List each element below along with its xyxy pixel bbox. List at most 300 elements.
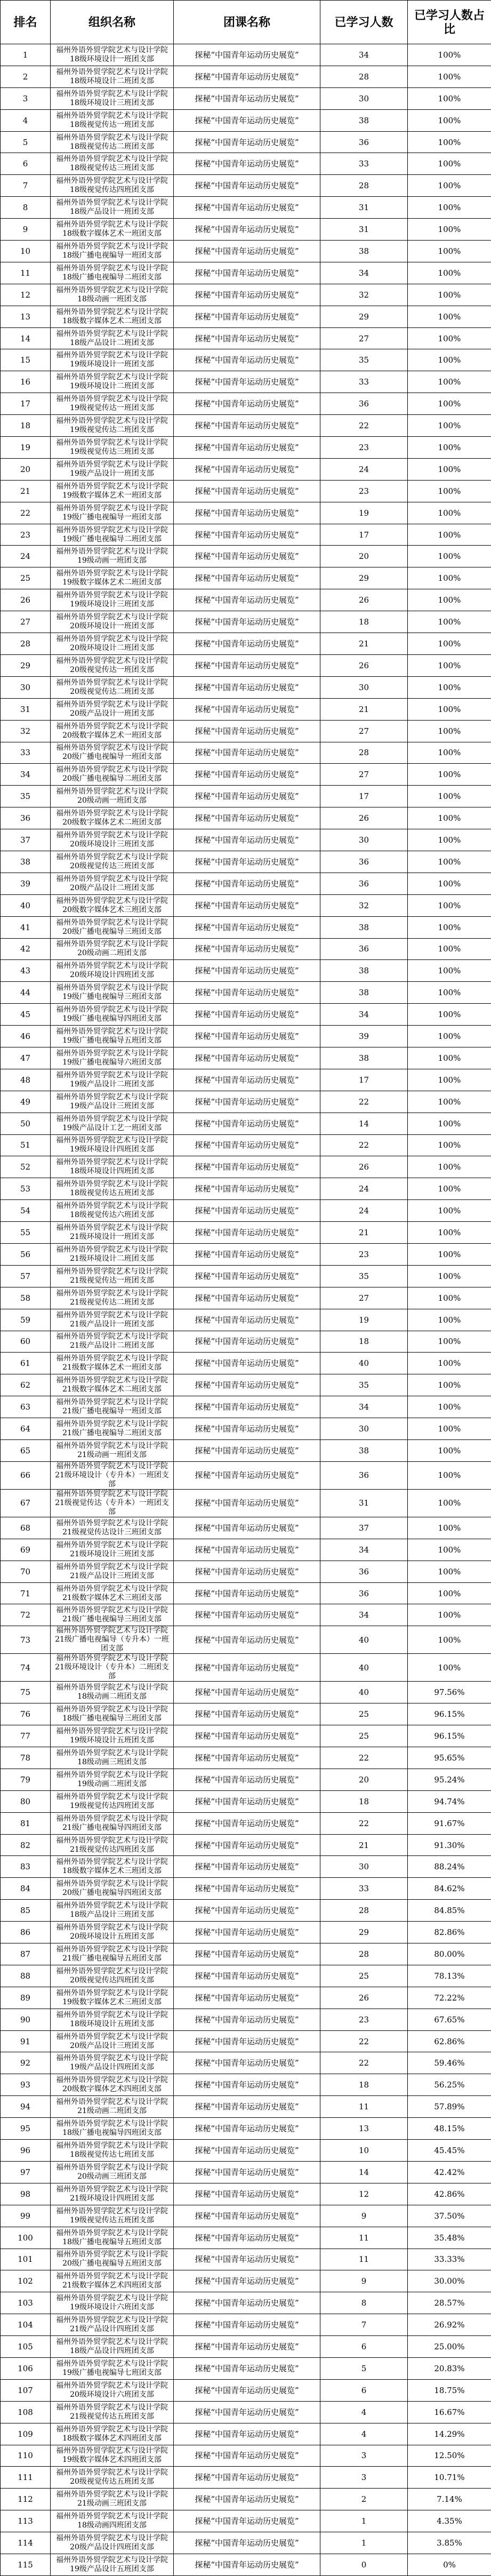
learned-ratio-cell: 100% [408, 458, 491, 480]
rank-cell: 47 [1, 1047, 51, 1069]
rank-cell: 22 [1, 502, 51, 524]
rank-cell: 95 [1, 2118, 51, 2140]
learned-count-cell: 31 [320, 1489, 408, 1517]
learned-ratio-cell: 56.25% [408, 2074, 491, 2096]
rank-cell: 28 [1, 633, 51, 655]
table-row [1, 2009, 491, 2030]
learned-count-cell: 40 [320, 1353, 408, 1374]
learned-ratio-cell: 100% [408, 1004, 491, 1026]
org-name-cell: 福州外语外贸学院艺术与设计学院18级数字媒体艺术一班团支部 [51, 219, 174, 241]
table-row [1, 2379, 491, 2401]
table-row [1, 1440, 491, 1462]
learned-ratio-cell: 33.33% [408, 2249, 491, 2270]
table-row [1, 1200, 491, 1222]
table-row [1, 1331, 491, 1353]
org-name-cell: 福州外语外贸学院艺术与设计学院18级广播电视编导一班团支部 [51, 241, 174, 262]
learned-ratio-cell: 100% [408, 262, 491, 284]
org-name-cell: 福州外语外贸学院艺术与设计学院19级视觉传达一班团支部 [51, 393, 174, 415]
rank-cell: 6 [1, 153, 51, 175]
learned-ratio-cell: 57.89% [408, 2096, 491, 2118]
org-name-cell: 福州外语外贸学院艺术与设计学院20级环境设计五班团支部 [51, 1922, 174, 1943]
rank-cell: 97 [1, 2161, 51, 2183]
rank-cell: 66 [1, 1461, 51, 1489]
rank-cell: 83 [1, 1856, 51, 1878]
learned-ratio-cell: 100% [408, 1091, 491, 1113]
table-row [1, 2205, 491, 2227]
rank-cell: 44 [1, 982, 51, 1004]
learned-ratio-cell: 100% [408, 66, 491, 87]
learned-count-cell: 28 [320, 66, 408, 87]
course-name-cell: 探秘“中国青年运动历史展览” [174, 1769, 320, 1790]
table-row [1, 894, 491, 916]
learned-ratio-cell: 100% [408, 1287, 491, 1309]
rank-cell: 53 [1, 1178, 51, 1200]
course-name-cell: 探秘“中国青年运动历史展览” [174, 1812, 320, 1834]
learned-count-cell: 38 [320, 916, 408, 938]
course-name-cell: 探秘“中国青年运动历史展览” [174, 1561, 320, 1582]
table-row [1, 131, 491, 153]
learned-ratio-cell: 100% [408, 1200, 491, 1222]
learned-ratio-cell: 100% [408, 1026, 491, 1047]
course-name-cell: 探秘“中国青年运动历史展览” [174, 1682, 320, 1703]
course-name-cell: 探秘“中国青年运动历史展览” [174, 2183, 320, 2205]
org-name-cell: 福州外语外贸学院艺术与设计学院18级广播电视编导五班团支部 [51, 2227, 174, 2249]
rank-cell: 35 [1, 786, 51, 807]
learned-ratio-cell: 97.56% [408, 1682, 491, 1703]
table-row [1, 1287, 491, 1309]
learned-count-cell: 1 [320, 2532, 408, 2554]
learned-count-cell: 22 [320, 1812, 408, 1834]
org-name-cell: 福州外语外贸学院艺术与设计学院20级数字媒体艺术三班团支部 [51, 894, 174, 916]
course-name-cell: 探秘“中国青年运动历史展览” [174, 1047, 320, 1069]
org-name-cell: 福州外语外贸学院艺术与设计学院20级广播电视编导四班团支部 [51, 1878, 174, 1900]
learned-ratio-cell: 100% [408, 1461, 491, 1489]
table-row [1, 851, 491, 873]
learned-ratio-cell: 100% [408, 371, 491, 393]
learned-count-cell: 28 [320, 175, 408, 197]
rank-cell: 108 [1, 2401, 51, 2423]
rank-cell: 55 [1, 1222, 51, 1244]
table-row [1, 480, 491, 502]
learned-count-cell: 34 [320, 1396, 408, 1418]
learned-count-cell: 23 [320, 437, 408, 459]
learned-ratio-cell: 18.75% [408, 2379, 491, 2401]
org-name-cell: 福州外语外贸学院艺术与设计学院20级产品设计三班团支部 [51, 2030, 174, 2052]
table-row [1, 2532, 491, 2554]
rank-cell: 25 [1, 567, 51, 589]
learned-ratio-cell: 100% [408, 197, 491, 219]
learned-ratio-cell: 3.85% [408, 2532, 491, 2554]
org-name-cell: 福州外语外贸学院艺术与设计学院19级产品设计三班团支部 [51, 1091, 174, 1113]
rank-cell: 26 [1, 589, 51, 611]
course-name-cell: 探秘“中国青年运动历史展览” [174, 851, 320, 873]
learned-ratio-cell: 0% [408, 2554, 491, 2575]
course-name-cell: 探秘“中国青年运动历史展览” [174, 306, 320, 327]
learned-count-cell: 38 [320, 1047, 408, 1069]
rank-cell: 14 [1, 327, 51, 349]
course-name-cell: 探秘“中国青年运动历史展览” [174, 175, 320, 197]
rank-cell: 92 [1, 2052, 51, 2074]
learned-ratio-cell: 100% [408, 1178, 491, 1200]
table-row [1, 306, 491, 327]
rank-cell: 56 [1, 1243, 51, 1265]
rank-cell: 39 [1, 873, 51, 894]
table-header-row [1, 1, 491, 44]
learned-count-cell: 28 [320, 1943, 408, 1965]
course-name-cell: 探秘“中国青年运动历史展览” [174, 916, 320, 938]
learned-count-cell: 32 [320, 894, 408, 916]
org-name-cell: 福州外语外贸学院艺术与设计学院20级视觉传达五班团支部 [51, 2467, 174, 2489]
course-name-cell: 探秘“中国青年运动历史展览” [174, 2227, 320, 2249]
learned-ratio-cell: 100% [408, 175, 491, 197]
learned-count-cell: 5 [320, 2357, 408, 2379]
rank-cell: 115 [1, 2554, 51, 2575]
course-name-cell: 探秘“中国青年运动历史展览” [174, 1626, 320, 1654]
org-name-cell: 福州外语外贸学院艺术与设计学院21级广播电视编导四班团支部 [51, 1812, 174, 1834]
learned-ratio-cell: 100% [408, 764, 491, 786]
org-name-cell: 福州外语外贸学院艺术与设计学院20级视觉传达三班团支部 [51, 851, 174, 873]
table-row [1, 2140, 491, 2162]
rank-cell: 54 [1, 1200, 51, 1222]
org-name-cell: 福州外语外贸学院艺术与设计学院19级数字媒体艺术二班团支部 [51, 567, 174, 589]
table-row [1, 1626, 491, 1654]
table-row [1, 1134, 491, 1156]
org-name-cell: 福州外语外贸学院艺术与设计学院20级产品设计二班团支部 [51, 873, 174, 894]
learned-count-cell: 18 [320, 2074, 408, 2096]
table-row [1, 2030, 491, 2052]
org-name-cell: 福州外语外贸学院艺术与设计学院21级广播电视编导三班团支部 [51, 1604, 174, 1626]
course-name-cell: 探秘“中国青年运动历史展览” [174, 1965, 320, 1987]
table-row [1, 1965, 491, 1987]
table-row [1, 764, 491, 786]
table-row [1, 437, 491, 459]
org-name-cell: 福州外语外贸学院艺术与设计学院20级广播电视编导五班团支部 [51, 2249, 174, 2270]
org-name-cell: 福州外语外贸学院艺术与设计学院21级视觉传达一班团支部 [51, 1265, 174, 1287]
org-name-cell: 福州外语外贸学院艺术与设计学院19级广播电视编导七班团支部 [51, 2357, 174, 2379]
table-row [1, 1703, 491, 1725]
rank-cell: 63 [1, 1396, 51, 1418]
learned-ratio-cell: 100% [408, 1561, 491, 1582]
learned-count-cell: 22 [320, 2052, 408, 2074]
rank-cell: 70 [1, 1561, 51, 1582]
rank-cell: 61 [1, 1353, 51, 1374]
table-row [1, 786, 491, 807]
course-name-cell: 探秘“中国青年运动历史展览” [174, 1856, 320, 1878]
learned-ratio-cell: 100% [408, 1331, 491, 1353]
org-name-cell: 福州外语外贸学院艺术与设计学院21级环境设计（专升本）一班团支部 [51, 1461, 174, 1489]
learned-ratio-cell: 100% [408, 1604, 491, 1626]
course-name-cell: 探秘“中国青年运动历史展览” [174, 2074, 320, 2096]
org-name-cell: 福州外语外贸学院艺术与设计学院20级产品设计一班团支部 [51, 698, 174, 720]
rank-cell: 96 [1, 2140, 51, 2162]
learned-count-cell: 39 [320, 1026, 408, 1047]
learned-count-cell: 30 [320, 676, 408, 698]
course-name-cell: 探秘“中国青年运动历史展览” [174, 1156, 320, 1178]
rank-cell: 87 [1, 1943, 51, 1965]
table-row [1, 1243, 491, 1265]
rank-cell: 110 [1, 2445, 51, 2467]
learned-ratio-cell: 12.50% [408, 2445, 491, 2467]
rank-cell: 2 [1, 66, 51, 87]
org-name-cell: 福州外语外贸学院艺术与设计学院19级广播电视编导一班团支部 [51, 502, 174, 524]
learned-ratio-cell: 82.86% [408, 1922, 491, 1943]
rank-cell: 8 [1, 197, 51, 219]
course-name-cell: 探秘“中国青年运动历史展览” [174, 1069, 320, 1091]
learned-count-cell: 22 [320, 2030, 408, 2052]
rank-cell: 100 [1, 2227, 51, 2249]
rank-cell: 20 [1, 458, 51, 480]
learned-count-cell: 4 [320, 2401, 408, 2423]
learned-count-cell: 33 [320, 371, 408, 393]
org-name-cell: 福州外语外贸学院艺术与设计学院18级产品设计四班团支部 [51, 2336, 174, 2358]
learned-ratio-cell: 100% [408, 1418, 491, 1440]
learned-ratio-cell: 100% [408, 306, 491, 327]
org-name-cell: 福州外语外贸学院艺术与设计学院21级产品设计三班团支部 [51, 1561, 174, 1582]
org-name-cell: 福州外语外贸学院艺术与设计学院18级视觉传达二班团支部 [51, 131, 174, 153]
rank-cell: 111 [1, 2467, 51, 2489]
learned-ratio-cell: 100% [408, 1489, 491, 1517]
learned-ratio-cell: 100% [408, 938, 491, 960]
learned-ratio-cell: 100% [408, 567, 491, 589]
rank-cell: 15 [1, 349, 51, 371]
table-row [1, 2052, 491, 2074]
course-name-cell: 探秘“中国青年运动历史展览” [174, 2249, 320, 2270]
course-name-cell: 探秘“中国青年运动历史展览” [174, 1222, 320, 1244]
learned-ratio-cell: 100% [408, 480, 491, 502]
org-name-cell: 福州外语外贸学院艺术与设计学院20级环境设计二班团支部 [51, 633, 174, 655]
table-row [1, 2096, 491, 2118]
org-name-cell: 福州外语外贸学院艺术与设计学院18级环境设计一班团支部 [51, 44, 174, 66]
table-row [1, 960, 491, 982]
learned-count-cell: 30 [320, 1856, 408, 1878]
table-row [1, 415, 491, 437]
rank-cell: 18 [1, 415, 51, 437]
org-name-cell: 福州外语外贸学院艺术与设计学院18级数字媒体艺术二班团支部 [51, 306, 174, 327]
learned-count-cell: 14 [320, 1113, 408, 1134]
learned-ratio-cell: 45.45% [408, 2140, 491, 2162]
table-row [1, 153, 491, 175]
table-row [1, 546, 491, 567]
table-row [1, 1353, 491, 1374]
learned-count-cell: 28 [320, 742, 408, 764]
course-name-cell: 探秘“中国青年运动历史展览” [174, 1265, 320, 1287]
rank-cell: 17 [1, 393, 51, 415]
table-row [1, 1582, 491, 1604]
table-row [1, 109, 491, 131]
table-row [1, 2292, 491, 2314]
rank-cell: 102 [1, 2270, 51, 2292]
table-row [1, 1309, 491, 1331]
org-name-cell: 福州外语外贸学院艺术与设计学院21级视觉传达（专升本）一班团支部 [51, 1489, 174, 1517]
rank-cell: 33 [1, 742, 51, 764]
course-name-cell: 探秘“中国青年运动历史展览” [174, 2554, 320, 2575]
org-name-cell: 福州外语外贸学院艺术与设计学院19级广播电视编导四班团支部 [51, 1004, 174, 1026]
rank-cell: 23 [1, 524, 51, 546]
table-row [1, 1922, 491, 1943]
learned-count-cell: 24 [320, 1178, 408, 1200]
table-row [1, 1091, 491, 1113]
org-name-cell: 福州外语外贸学院艺术与设计学院19级广播电视编导六班团支部 [51, 1047, 174, 1069]
header-course-name: 团课名称 [174, 1, 320, 44]
learned-count-cell: 3 [320, 2445, 408, 2467]
org-name-cell: 福州外语外贸学院艺术与设计学院19级环境设计二班团支部 [51, 371, 174, 393]
course-name-cell: 探秘“中国青年运动历史展览” [174, 807, 320, 829]
course-name-cell: 探秘“中国青年运动历史展览” [174, 2292, 320, 2314]
learned-count-cell: 34 [320, 262, 408, 284]
org-name-cell: 福州外语外贸学院艺术与设计学院18级视觉传达三班团支部 [51, 153, 174, 175]
learned-ratio-cell: 100% [408, 829, 491, 851]
learned-ratio-cell: 84.85% [408, 1900, 491, 1922]
learned-ratio-cell: 100% [408, 916, 491, 938]
org-name-cell: 福州外语外贸学院艺术与设计学院18级动画二班团支部 [51, 1682, 174, 1703]
learned-ratio-cell: 100% [408, 219, 491, 241]
rank-cell: 45 [1, 1004, 51, 1026]
rank-cell: 112 [1, 2489, 51, 2510]
learned-count-cell: 21 [320, 698, 408, 720]
course-name-cell: 探秘“中国青年运动历史展览” [174, 1582, 320, 1604]
header-rank: 排名 [1, 1, 51, 44]
rank-cell: 3 [1, 87, 51, 109]
course-name-cell: 探秘“中国青年运动历史展览” [174, 1489, 320, 1517]
learned-ratio-cell: 100% [408, 1309, 491, 1331]
learned-count-cell: 33 [320, 153, 408, 175]
table-row [1, 2249, 491, 2270]
learned-ratio-cell: 95.24% [408, 1769, 491, 1790]
learned-count-cell: 25 [320, 1725, 408, 1747]
learned-count-cell: 23 [320, 480, 408, 502]
rank-cell: 73 [1, 1626, 51, 1654]
org-name-cell: 福州外语外贸学院艺术与设计学院20级数字媒体艺术四班团支部 [51, 2074, 174, 2096]
learned-ratio-cell: 100% [408, 654, 491, 676]
rank-cell: 104 [1, 2314, 51, 2336]
learned-count-cell: 34 [320, 1604, 408, 1626]
learned-count-cell: 17 [320, 1069, 408, 1091]
table-row [1, 1834, 491, 1856]
learned-count-cell: 21 [320, 1834, 408, 1856]
course-name-cell: 探秘“中国青年运动历史展览” [174, 1878, 320, 1900]
rank-cell: 52 [1, 1156, 51, 1178]
learned-ratio-cell: 100% [408, 698, 491, 720]
learned-count-cell: 29 [320, 1922, 408, 1943]
rank-cell: 12 [1, 284, 51, 306]
course-name-cell: 探秘“中国青年运动历史展览” [174, 2357, 320, 2379]
course-name-cell: 探秘“中国青年运动历史展览” [174, 1113, 320, 1134]
learned-count-cell: 7 [320, 2314, 408, 2336]
learned-ratio-cell: 100% [408, 1539, 491, 1561]
learned-count-cell: 18 [320, 1331, 408, 1353]
learned-ratio-cell: 62.86% [408, 2030, 491, 2052]
course-name-cell: 探秘“中国青年运动历史展览” [174, 742, 320, 764]
table-row [1, 2423, 491, 2445]
learned-ratio-cell: 100% [408, 1134, 491, 1156]
learned-count-cell: 11 [320, 2096, 408, 2118]
learned-ratio-cell: 100% [408, 742, 491, 764]
learned-ratio-cell: 42.42% [408, 2161, 491, 2183]
table-row [1, 524, 491, 546]
org-name-cell: 福州外语外贸学院艺术与设计学院18级视觉传达四班团支部 [51, 175, 174, 197]
rank-cell: 81 [1, 1812, 51, 1834]
course-name-cell: 探秘“中国青年运动历史展览” [174, 1374, 320, 1396]
learned-count-cell: 36 [320, 938, 408, 960]
rank-cell: 9 [1, 219, 51, 241]
learned-ratio-cell: 100% [408, 786, 491, 807]
learned-ratio-cell: 100% [408, 873, 491, 894]
learned-ratio-cell: 94.74% [408, 1790, 491, 1812]
learned-ratio-cell: 100% [408, 87, 491, 109]
course-name-cell: 探秘“中国青年运动历史展览” [174, 1243, 320, 1265]
org-name-cell: 福州外语外贸学院艺术与设计学院21级环境设计二班团支部 [51, 1243, 174, 1265]
rank-cell: 75 [1, 1682, 51, 1703]
course-name-cell: 探秘“中国青年运动历史展览” [174, 873, 320, 894]
rank-cell: 19 [1, 437, 51, 459]
learned-count-cell: 37 [320, 1517, 408, 1539]
course-name-cell: 探秘“中国青年运动历史展览” [174, 458, 320, 480]
course-name-cell: 探秘“中国青年运动历史展览” [174, 153, 320, 175]
learned-ratio-cell: 100% [408, 1517, 491, 1539]
learned-ratio-cell: 100% [408, 807, 491, 829]
learned-count-cell: 38 [320, 982, 408, 1004]
org-name-cell: 福州外语外贸学院艺术与设计学院20级环境设计一班团支部 [51, 611, 174, 633]
rank-cell: 103 [1, 2292, 51, 2314]
table-row [1, 1374, 491, 1396]
learned-ratio-cell: 91.67% [408, 1812, 491, 1834]
rank-cell: 76 [1, 1703, 51, 1725]
rank-cell: 32 [1, 720, 51, 742]
learned-count-cell: 30 [320, 829, 408, 851]
table-row [1, 1856, 491, 1878]
org-name-cell: 福州外语外贸学院艺术与设计学院18级数字媒体艺术三班团支部 [51, 1856, 174, 1878]
learned-ratio-cell: 100% [408, 720, 491, 742]
table-row [1, 1489, 491, 1517]
learned-count-cell: 25 [320, 1703, 408, 1725]
rank-cell: 62 [1, 1374, 51, 1396]
learned-count-cell: 26 [320, 589, 408, 611]
org-name-cell: 福州外语外贸学院艺术与设计学院21级数字媒体艺术三班团支部 [51, 1582, 174, 1604]
learned-ratio-cell: 100% [408, 109, 491, 131]
learned-ratio-cell: 100% [408, 415, 491, 437]
rank-cell: 77 [1, 1725, 51, 1747]
learned-ratio-cell: 100% [408, 1654, 491, 1682]
table-row [1, 458, 491, 480]
course-name-cell: 探秘“中国青年运动历史展览” [174, 938, 320, 960]
course-name-cell: 探秘“中国青年运动历史展览” [174, 241, 320, 262]
learned-ratio-cell: 100% [408, 437, 491, 459]
rank-cell: 21 [1, 480, 51, 502]
learned-ratio-cell: 10.71% [408, 2467, 491, 2489]
course-name-cell: 探秘“中国青年运动历史展览” [174, 1396, 320, 1418]
learned-ratio-cell: 28.57% [408, 2292, 491, 2314]
org-name-cell: 福州外语外贸学院艺术与设计学院21级产品设计一班团支部 [51, 1309, 174, 1331]
table-row [1, 1812, 491, 1834]
org-name-cell: 福州外语外贸学院艺术与设计学院19级产品设计工艺一班团支部 [51, 1113, 174, 1134]
learned-count-cell: 34 [320, 1539, 408, 1561]
course-name-cell: 探秘“中国青年运动历史展览” [174, 393, 320, 415]
course-name-cell: 探秘“中国青年运动历史展览” [174, 1461, 320, 1489]
table-row [1, 742, 491, 764]
course-name-cell: 探秘“中国青年运动历史展览” [174, 764, 320, 786]
org-name-cell: 福州外语外贸学院艺术与设计学院19级广播电视编导五班团支部 [51, 1026, 174, 1047]
org-name-cell: 福州外语外贸学院艺术与设计学院19级环境设计一班团支部 [51, 349, 174, 371]
learned-ratio-cell: 37.50% [408, 2205, 491, 2227]
rank-cell: 24 [1, 546, 51, 567]
rank-cell: 67 [1, 1489, 51, 1517]
course-name-cell: 探秘“中国青年运动历史展览” [174, 524, 320, 546]
org-name-cell: 福州外语外贸学院艺术与设计学院19级环境设计五班团支部 [51, 1725, 174, 1747]
table-row [1, 1878, 491, 1900]
rank-cell: 46 [1, 1026, 51, 1047]
rank-cell: 90 [1, 2009, 51, 2030]
org-name-cell: 福州外语外贸学院艺术与设计学院21级广播电视编导（专升本）一班团支部 [51, 1626, 174, 1654]
